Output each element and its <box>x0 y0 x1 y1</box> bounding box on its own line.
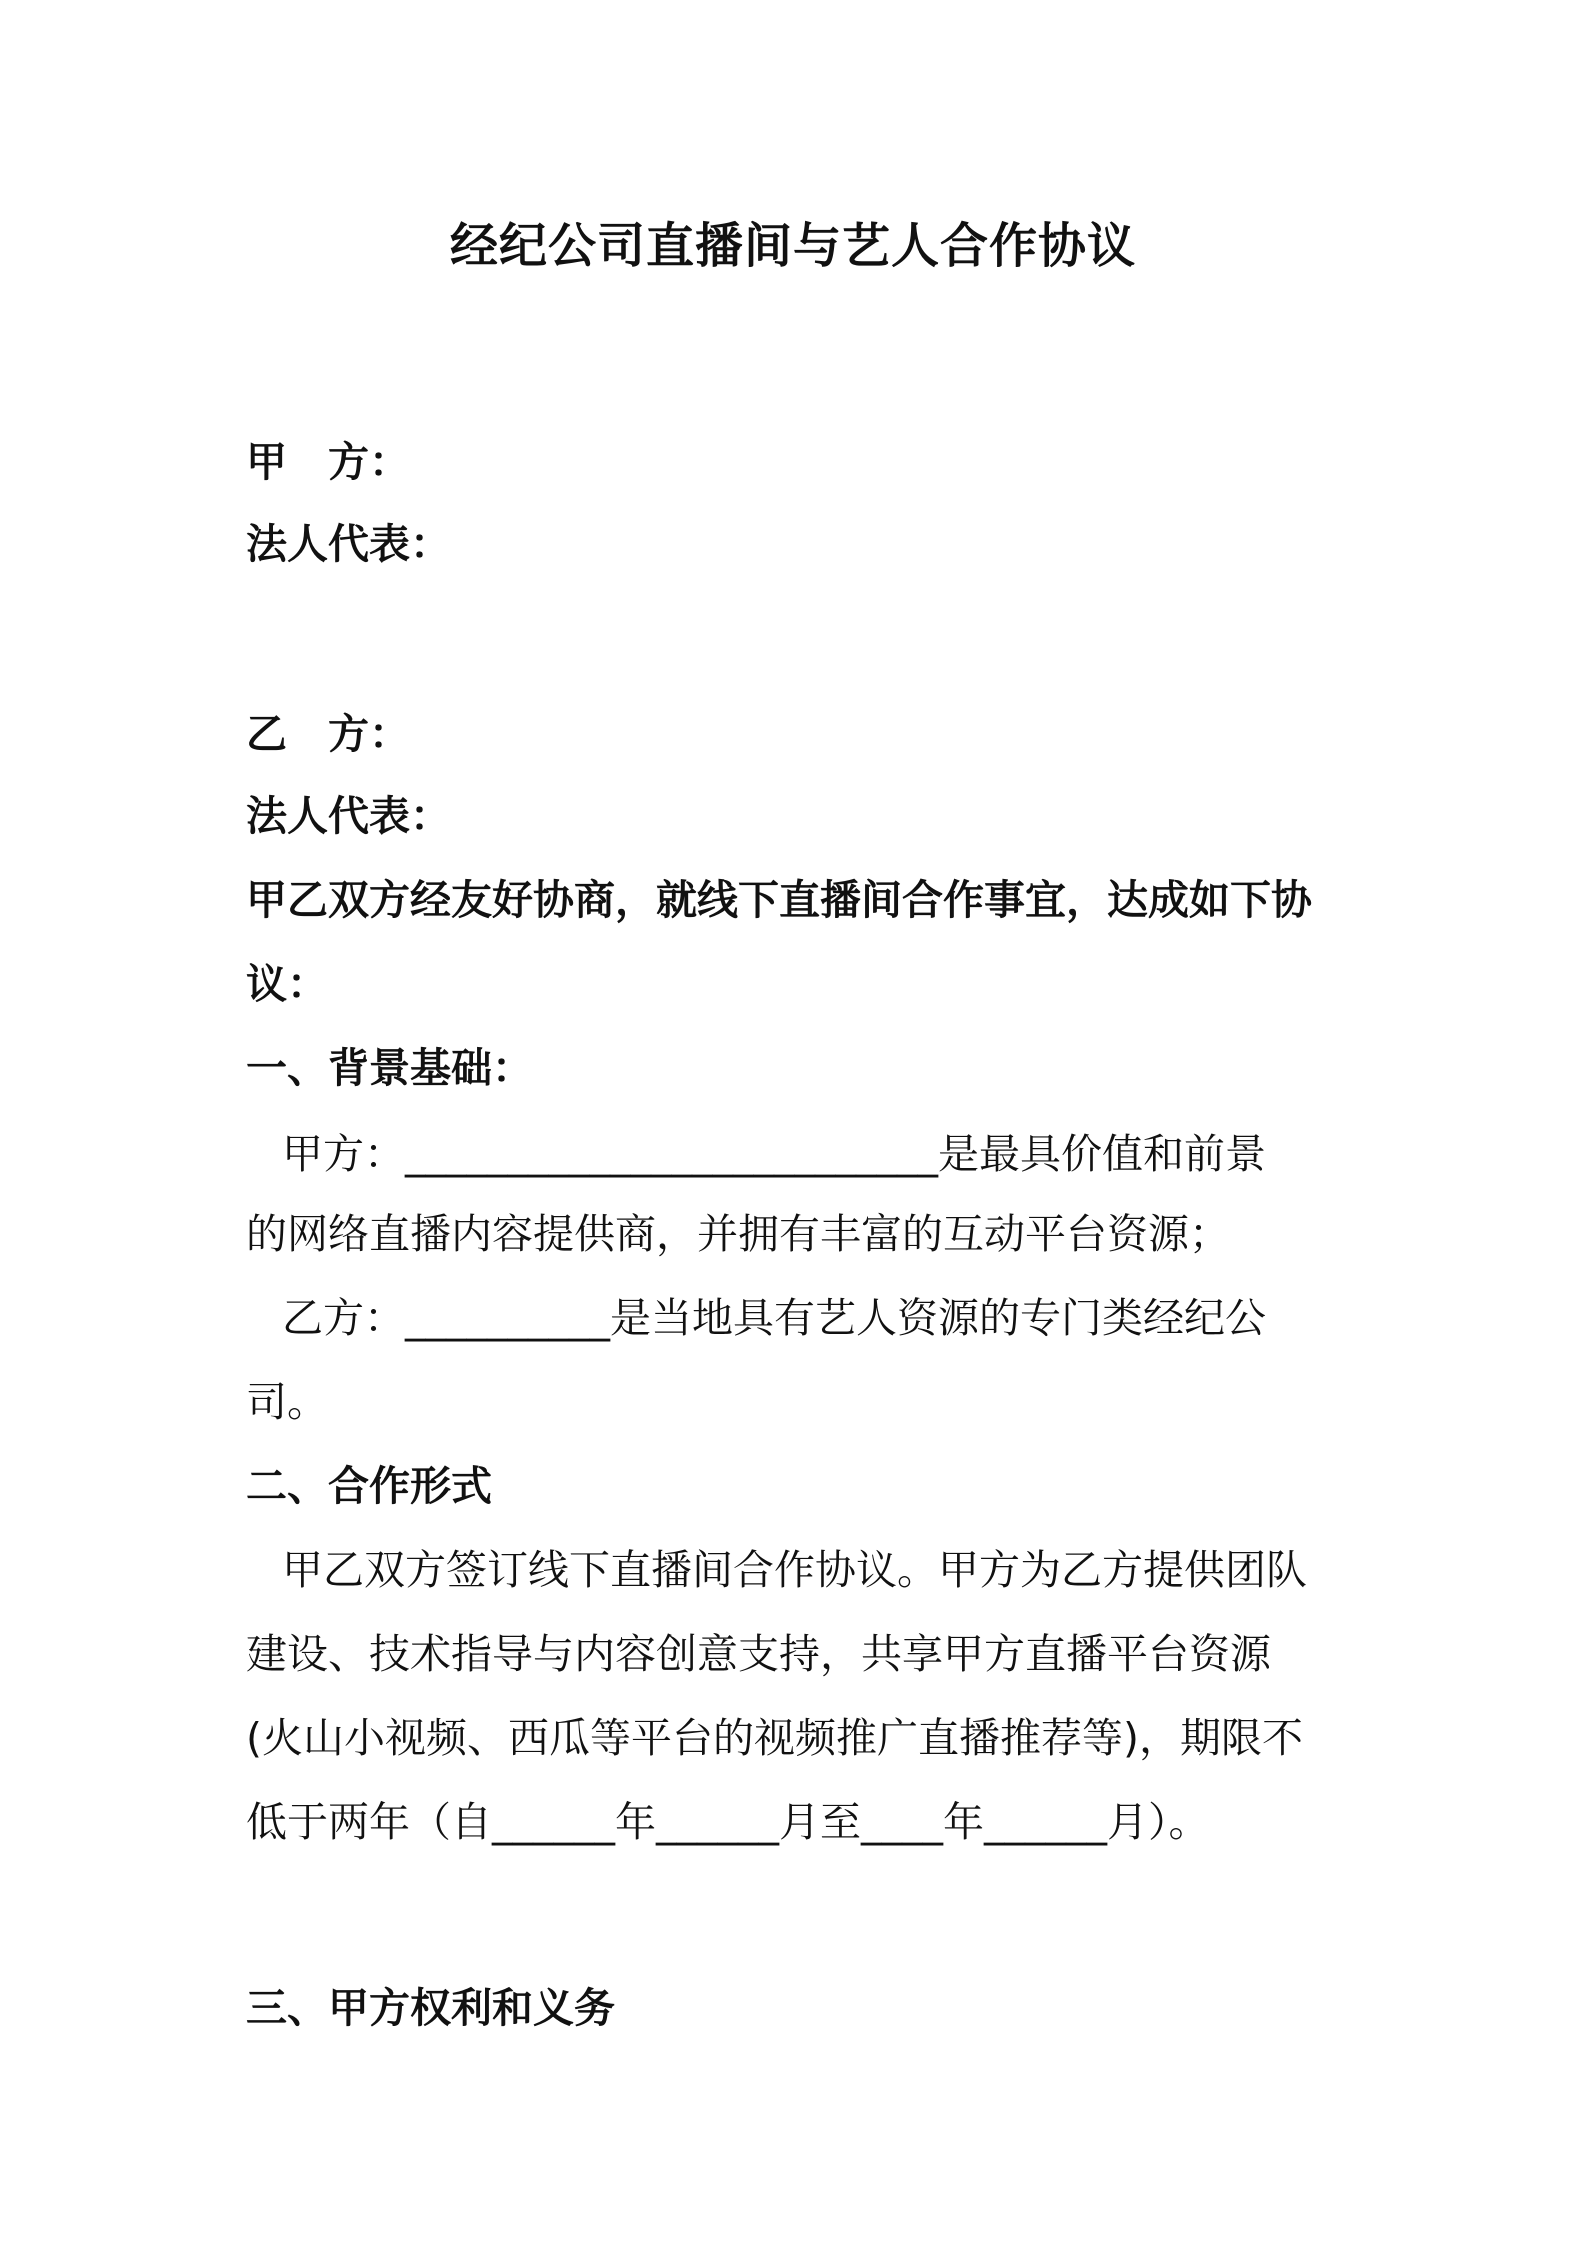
section-1-paragraph-2-line-2: 司。 <box>246 1378 328 1426</box>
party-a-representative-label: 法人代表： <box>246 520 451 568</box>
section-1-paragraph-1-line-2: 的网络直播内容提供商，并拥有丰富的互动平台资源； <box>246 1210 1230 1258</box>
party-b-representative-label: 法人代表： <box>246 792 451 840</box>
intro-paragraph-line-1: 甲乙双方经友好协商，就线下直播间合作事宜，达成如下协 <box>246 876 1312 924</box>
section-1-paragraph-1-line-1: 甲方：__________________________是最具价值和前景 <box>282 1130 1266 1178</box>
section-1-heading: 一、背景基础： <box>246 1044 533 1092</box>
section-2-line-2: 建设、技术指导与内容创意支持，共享甲方直播平台资源 <box>246 1630 1271 1678</box>
section-2-heading: 二、合作形式 <box>246 1462 492 1510</box>
party-a-label: 甲 方： <box>246 438 410 486</box>
party-b-label: 乙 方： <box>246 710 410 758</box>
section-2-line-3: (火山小视频、西瓜等平台的视频推广直播推荐等)，期限不 <box>246 1714 1303 1762</box>
document-title: 经纪公司直播间与艺人合作协议 <box>449 218 1136 274</box>
section-1-paragraph-2-line-1: 乙方：__________是当地具有艺人资源的专门类经纪公 <box>282 1294 1266 1342</box>
section-2-line-1: 甲乙双方签订线下直播间合作协议。甲方为乙方提供团队 <box>282 1546 1307 1594</box>
section-3-heading: 三、甲方权利和义务 <box>246 1984 615 2032</box>
intro-paragraph-line-2: 议： <box>246 960 328 1008</box>
section-2-line-4: 低于两年（自______年______月至____年______月）。 <box>246 1798 1210 1846</box>
